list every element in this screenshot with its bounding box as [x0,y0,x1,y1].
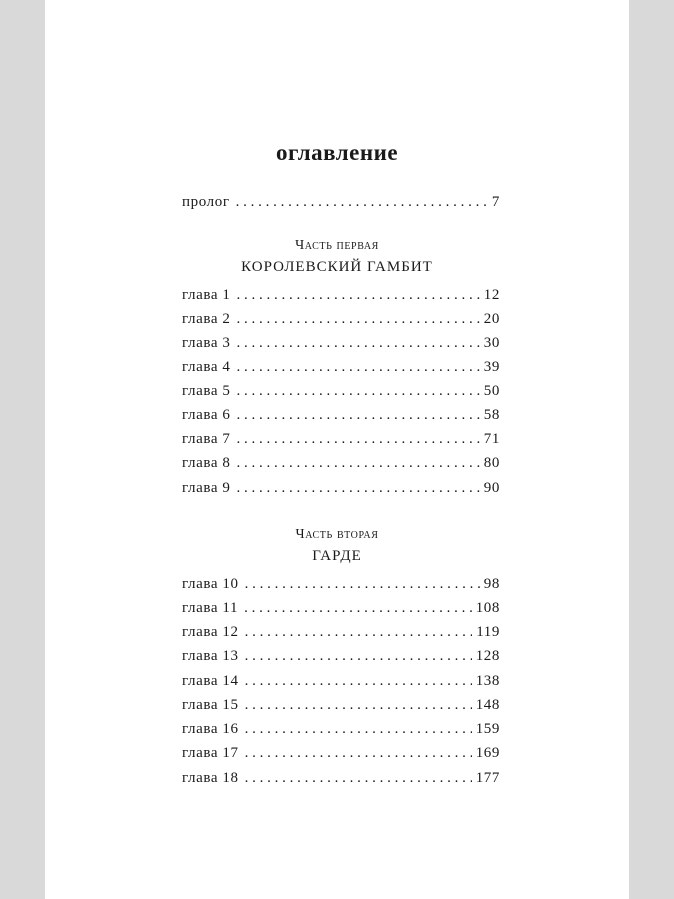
dot-leader [237,455,480,472]
toc-entry-chapter-16[interactable] [182,721,500,745]
dot-leader [236,194,488,211]
dot-leader [237,287,480,304]
dot-leader [237,359,480,376]
dot-leader [245,745,472,762]
toc-entry-label: глава 4 [182,359,231,375]
toc-entry-chapter-9[interactable] [182,480,500,504]
dot-leader [245,624,473,641]
toc-entry-chapter-1[interactable] [182,287,500,311]
toc-entry-label: глава 1 [182,287,231,303]
toc-entry-page: 30 [483,335,500,351]
toc-entry-label: глава 8 [182,455,231,471]
part-2-name: ГАРДЕ [312,548,362,564]
toc-entry-page: 80 [483,455,500,471]
book-page [45,0,629,899]
toc-entry-chapter-5[interactable] [182,383,500,407]
dot-leader [245,721,472,738]
dot-leader [244,600,472,617]
toc-entry-prologue[interactable] [182,194,500,218]
toc-entry-page: 58 [483,407,500,423]
toc-entry-chapter-13[interactable] [182,648,500,672]
toc-entry-chapter-11[interactable] [182,600,500,624]
toc-entry-chapter-6[interactable] [182,407,500,431]
toc-entry-page: 128 [475,648,500,664]
toc-entry-chapter-18[interactable] [182,770,500,794]
dot-leader [237,480,480,497]
dot-leader [245,697,472,714]
dot-leader [237,311,480,328]
toc-entry-chapter-10[interactable] [182,576,500,600]
toc-entry-page: 20 [483,311,500,327]
dot-leader [237,383,480,400]
toc-entry-page: 138 [475,673,500,689]
toc-entry-chapter-2[interactable] [182,311,500,335]
toc-entry-chapter-8[interactable] [182,455,500,479]
toc-entry-page: 12 [483,287,500,303]
toc-entry-page: 39 [483,359,500,375]
toc-entry-page: 7 [491,194,500,210]
toc-entry-label: глава 11 [182,600,239,616]
toc-entry-label: пролог [182,194,230,210]
toc-entry-label: глава 5 [182,383,231,399]
dot-leader [245,576,480,593]
dot-leader [237,407,480,424]
toc-entry-label: глава 17 [182,745,239,761]
toc-entry-label: глава 12 [182,624,239,640]
toc-entry-chapter-15[interactable] [182,697,500,721]
dot-leader [245,648,472,665]
part-1-name: КОРОЛЕВСКИЙ ГАМБИТ [241,259,433,275]
toc-entry-label: глава 2 [182,311,231,327]
toc-entry-chapter-7[interactable] [182,431,500,455]
dot-leader [237,431,480,448]
part-2-label: Часть вторая [295,527,379,542]
toc-entry-label: глава 13 [182,648,239,664]
toc-entry-chapter-14[interactable] [182,673,500,697]
toc-entry-page: 159 [475,721,500,737]
toc-entry-label: глава 10 [182,576,239,592]
toc-entry-page: 169 [475,745,500,761]
toc-entry-page: 50 [483,383,500,399]
page-title: оглавление [275,140,399,165]
toc-entry-page: 90 [483,480,500,496]
dot-leader [237,335,480,352]
toc-entry-page: 108 [475,600,500,616]
toc-entry-label: глава 18 [182,770,239,786]
toc-entry-page: 148 [475,697,500,713]
toc-entry-page: 98 [483,576,500,592]
toc-entry-chapter-3[interactable] [182,335,500,359]
toc-entry-label: глава 3 [182,335,231,351]
toc-entry-label: глава 9 [182,480,231,496]
toc-entry-page: 71 [483,431,500,447]
toc-entry-page: 119 [476,624,500,640]
dot-leader [245,673,472,690]
toc-entry-chapter-4[interactable] [182,359,500,383]
toc-entry-chapter-17[interactable] [182,745,500,769]
dot-leader [245,770,472,787]
toc-entry-label: глава 16 [182,721,239,737]
toc-entry-label: глава 7 [182,431,231,447]
toc-entry-page: 177 [475,770,500,786]
toc-entry-label: глава 6 [182,407,231,423]
part-1-label: Часть первая [295,238,379,253]
toc-entry-label: глава 15 [182,697,239,713]
toc-entry-chapter-12[interactable] [182,624,500,648]
toc-entry-label: глава 14 [182,673,239,689]
